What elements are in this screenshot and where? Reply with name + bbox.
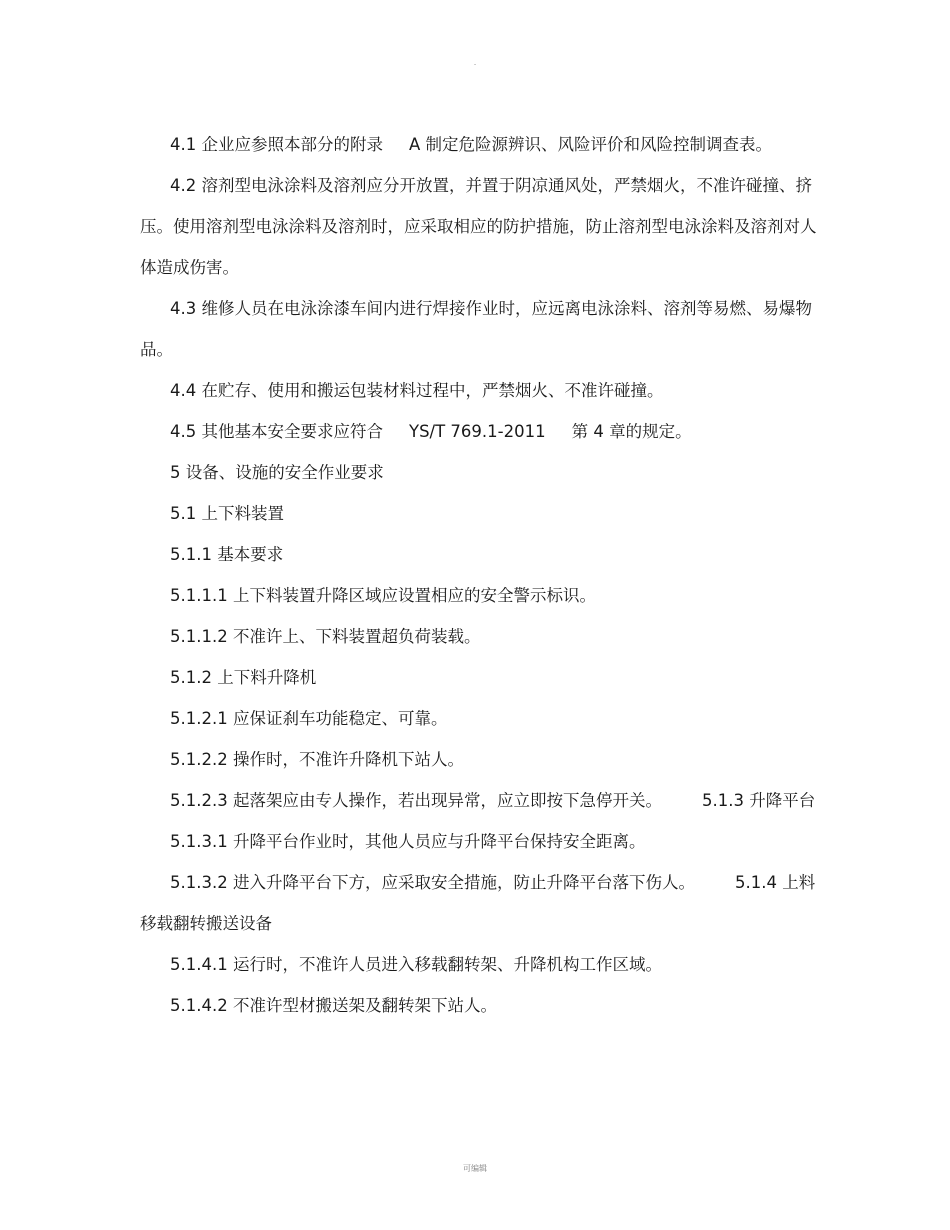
paragraph-4-4: 4.4 在贮存、使用和搬运包装材料过程中，严禁烟火、不准许碰撞。 — [170, 381, 664, 400]
paragraph-text: 5.1.3.2 进入升降平台下方，应采取安全措施，防止升降平台落下伤人。 — [170, 873, 695, 892]
paragraph-5-1-4-1: 5.1.4.1 运行时，不准许人员进入移载翻转架、升降机构工作区域。 — [170, 955, 662, 974]
section-heading-5-1-4: 5.1.4 上料移载翻转搬送设备 — [140, 873, 816, 933]
paragraph-5-1-3-2 — [140, 862, 820, 944]
document-body — [140, 124, 820, 1026]
standard-reference: YS/T 769.1-2011 — [409, 422, 546, 441]
paragraph-text: 4.5 其他基本安全要求应符合 — [170, 422, 383, 441]
paragraph-4-5 — [140, 411, 820, 452]
paragraph-text: 4.1 企业应参照本部分的附录 — [170, 135, 383, 154]
paragraph-4-1 — [140, 124, 820, 165]
paragraph-5-1-2-2: 5.1.2.2 操作时，不准许升降机下站人。 — [170, 750, 464, 769]
paragraph-text: A 制定危险源辨识、风险评价和风险控制调查表。 — [409, 135, 773, 154]
section-heading-5-1-1: 5.1.1 基本要求 — [170, 545, 284, 564]
paragraph-5-1-2-1: 5.1.2.1 应保证刹车功能稳定、可靠。 — [170, 709, 448, 728]
paragraph-5-1-4-2: 5.1.4.2 不准许型材搬送架及翻转架下站人。 — [170, 996, 497, 1015]
footer-mark: 可编辑 — [463, 1164, 487, 1173]
paragraph-5-1-2-3 — [140, 780, 820, 821]
paragraph-text: 第 4 章的规定。 — [571, 422, 692, 441]
section-heading-5-1-2: 5.1.2 上下料升降机 — [170, 668, 317, 687]
section-heading-5-1: 5.1 上下料装置 — [170, 504, 284, 523]
paragraph-5-1-1-2: 5.1.1.2 不准许上、下料装置超负荷装载。 — [170, 627, 481, 646]
paragraph-4-2: 4.2 溶剂型电泳涂料及溶剂应分开放置，并置于阴凉通风处，严禁烟火，不准许碰撞、挤压。使用溶剂型电泳涂料及溶剂时，应采取相应的防护措施，防止溶剂型电泳涂料及溶剂对人体造成伤害。 — [140, 176, 817, 277]
paragraph-4-3: 4.3 维修人员在电泳涂漆车间内进行焊接作业时，应远离电泳涂料、溶剂等易燃、易爆物品。 — [140, 299, 812, 359]
paragraph-5-1-1-1: 5.1.1.1 上下料装置升降区域应设置相应的安全警示标识。 — [170, 586, 596, 605]
paragraph-5-1-3-1: 5.1.3.1 升降平台作业时，其他人员应与升降平台保持安全距离。 — [170, 832, 646, 851]
paragraph-text: 5.1.2.3 起落架应由专人操作，若出现异常，应立即按下急停开关。 — [170, 791, 662, 810]
section-heading-5: 5 设备、设施的安全作业要求 — [170, 463, 384, 482]
section-heading-5-1-3: 5.1.3 升降平台 — [701, 791, 816, 810]
header-mark: . — [473, 58, 477, 67]
